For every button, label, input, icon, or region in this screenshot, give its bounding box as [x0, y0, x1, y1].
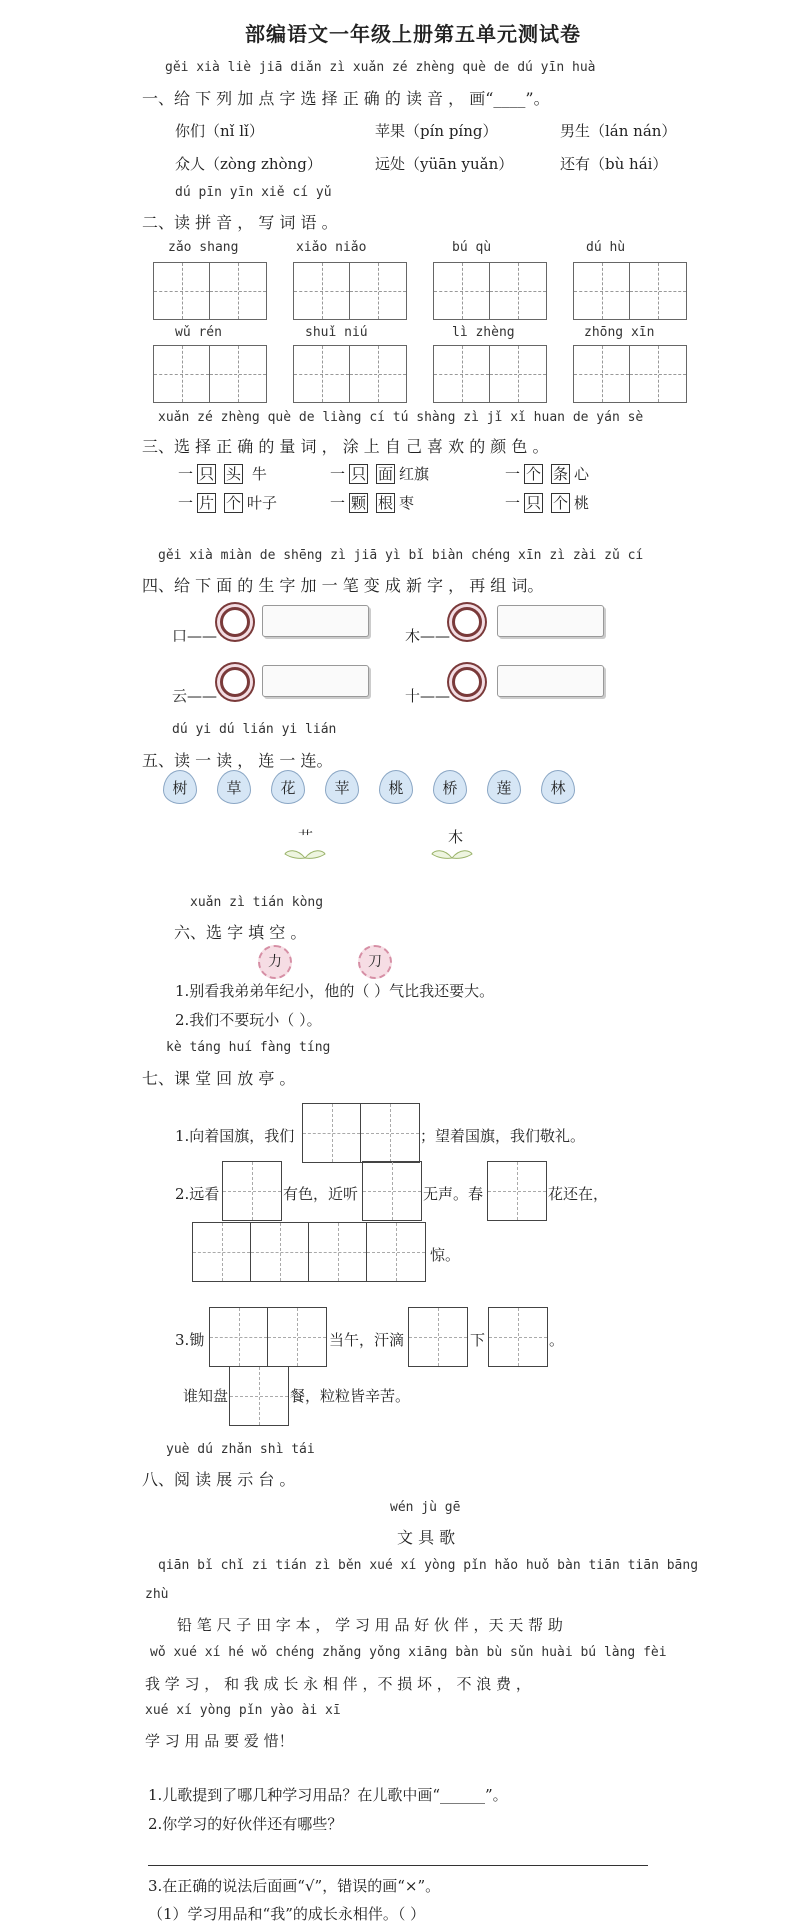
s7-line-text: 谁知盘: [183, 1387, 229, 1405]
measure-word-item: [178, 463, 267, 484]
poem-line: 学 习 用 品 要 爱 惜！: [145, 1732, 294, 1750]
s5-heading: 五、读 一 读 ， 连 一 连。: [142, 751, 333, 770]
s7-line-text: 。: [549, 1331, 565, 1349]
s1-item: 男生（lán nán）: [560, 122, 677, 140]
s1-item: 远处（yüān yuǎn）: [375, 155, 514, 173]
base-char: 十——: [405, 687, 451, 705]
writing-grid[interactable]: [209, 1307, 327, 1367]
option-box[interactable]: 条: [553, 465, 569, 483]
s6-question: 1.别看我弟弟年纪小，他的（ ）气比我还要大。: [175, 982, 495, 1000]
s8-question: 3.在正确的说法后面画“√”，错误的画“×”。: [148, 1877, 441, 1895]
text: 心: [574, 465, 590, 483]
s7-line-text: 无声。春: [423, 1185, 484, 1203]
s8-heading: 八、阅 读 展 示 台 。: [142, 1470, 296, 1489]
option-box[interactable]: 只: [351, 465, 367, 483]
text: 牛: [251, 465, 267, 483]
option-box[interactable]: 片: [199, 494, 215, 512]
s7-line-text: 3.锄: [175, 1331, 205, 1349]
option-box[interactable]: 颗: [351, 494, 367, 512]
char-drop[interactable]: 苹: [325, 770, 359, 804]
s8-pinyin: yuè dú zhǎn shì tái: [166, 1442, 315, 1457]
text: 一: [178, 465, 194, 483]
char-drop[interactable]: 桃: [379, 770, 413, 804]
poem-pinyin: wǒ xué xí hé wǒ chéng zhǎng yǒng xiāng bàn bù sǔn huài bú làng fèi: [150, 1645, 667, 1660]
option-box[interactable]: 只: [526, 494, 542, 512]
s8-question: 1.儿歌提到了哪几种学习用品？在儿歌中画“______”。: [148, 1786, 508, 1804]
char-drop[interactable]: 桥: [433, 770, 467, 804]
leaf-icon[interactable]: [283, 846, 327, 860]
word-pinyin: dú hù: [586, 240, 626, 255]
s1-heading: 一、给 下 列 加 点 字 选 择 正 确 的 读 音 ， 画“____”。: [142, 89, 550, 108]
writing-grid[interactable]: [488, 1307, 548, 1367]
writing-grid[interactable]: [487, 1161, 547, 1221]
measure-word-item: [505, 463, 589, 484]
s7-heading: 七、课 堂 回 放 亭 。: [142, 1069, 296, 1088]
writing-grid[interactable]: [573, 345, 687, 403]
option-badge[interactable]: 力: [258, 945, 292, 979]
poem-line: 铅 笔 尺 子 田 字 本 ， 学 习 用 品 好 伙 伴 ，天 天 帮 助: [177, 1616, 563, 1634]
scroll-answer-box[interactable]: [497, 605, 604, 637]
poem-pinyin: xué xí yòng pǐn yào ài xī: [145, 1703, 341, 1718]
text: 一: [330, 494, 346, 512]
base-char: 云——: [172, 687, 218, 705]
s7-line-text: 2.远看: [175, 1185, 220, 1203]
word-pinyin: zhōng xīn: [584, 325, 655, 340]
flower-answer-icon[interactable]: [220, 667, 250, 697]
measure-word-item: [330, 492, 414, 513]
poem-line: 我 学 习 ， 和 我 成 长 永 相 伴 ，不 损 坏 ， 不 浪 费 ，: [145, 1675, 531, 1693]
s8-question: 2.你学习的好伙伴还有哪些？: [148, 1815, 343, 1833]
s1-item: 你们（nǐ lǐ）: [175, 122, 264, 140]
text: 一: [505, 494, 521, 512]
s7-line-text: 当午，汗滴: [329, 1331, 405, 1349]
option-box[interactable]: 个: [526, 465, 542, 483]
flower-answer-icon[interactable]: [452, 667, 482, 697]
page-title: 部编语文一年级上册第五单元测试卷: [245, 22, 581, 46]
s4-heading: 四、给 下 面 的 生 字 加 一 笔 变 成 新 字 ， 再 组 词。: [142, 576, 544, 595]
option-box[interactable]: 只: [199, 465, 215, 483]
option-box[interactable]: 头: [226, 465, 242, 483]
answer-line[interactable]: [148, 1865, 648, 1866]
s1-item: 苹果（pín píng）: [375, 122, 498, 140]
writing-grid[interactable]: [192, 1222, 426, 1282]
poem-title-pinyin: wén jù gē: [390, 1500, 461, 1515]
base-char: 木——: [405, 627, 451, 645]
writing-grid[interactable]: [362, 1161, 422, 1221]
text: 叶子: [247, 494, 278, 512]
writing-grid[interactable]: [302, 1103, 420, 1163]
leaf-icon[interactable]: [430, 846, 474, 860]
writing-grid[interactable]: [222, 1161, 282, 1221]
writing-grid[interactable]: [408, 1307, 468, 1367]
s2-pinyin: dú pīn yīn xiě cí yǔ: [175, 185, 332, 200]
flower-answer-icon[interactable]: [452, 607, 482, 637]
flower-answer-icon[interactable]: [220, 607, 250, 637]
measure-word-item: [330, 463, 429, 484]
s6-pinyin: xuǎn zì tián kòng: [190, 895, 324, 910]
s7-line-text: 花还在，: [548, 1185, 609, 1203]
scroll-answer-box[interactable]: [262, 665, 369, 697]
measure-word-item: [505, 492, 589, 513]
option-box[interactable]: 个: [553, 494, 569, 512]
text: 一: [330, 465, 346, 483]
word-pinyin: wǔ rén: [175, 325, 222, 340]
word-pinyin: lì zhèng: [452, 325, 515, 340]
poem-pinyin: zhù: [145, 1587, 169, 1602]
text: 枣: [399, 494, 415, 512]
text: 红旗: [399, 465, 430, 483]
base-char: 口——: [172, 627, 218, 645]
option-box[interactable]: 根: [378, 494, 394, 512]
s1-item: 众人（zòng zhòng）: [175, 155, 322, 173]
s6-heading: 六、选 字 填 空 。: [174, 923, 307, 942]
s7-line-text: 餐，粒粒皆辛苦。: [290, 1387, 411, 1405]
char-drop[interactable]: 莲: [487, 770, 521, 804]
writing-grid[interactable]: [153, 345, 267, 403]
char-drop[interactable]: 林: [541, 770, 575, 804]
writing-grid[interactable]: [433, 345, 547, 403]
s7-line-text: ；望着国旗，我们敬礼。: [420, 1127, 586, 1145]
s6-question: 2.我们不要玩小（ ）。: [175, 1011, 322, 1029]
word-pinyin: xiǎo niǎo: [296, 240, 367, 255]
s1-item: 还有（bù hái）: [560, 155, 668, 173]
poem-pinyin: qiān bǐ chǐ zi tián zì běn xué xí yòng pǐn hǎo huǒ bàn tiān tiān bāng: [158, 1558, 699, 1573]
s7-line-text: 1.向着国旗，我们: [175, 1127, 295, 1145]
s8-question: （1）学习用品和“我”的成长永相伴。（ ）: [148, 1905, 426, 1923]
scroll-answer-box[interactable]: [262, 605, 369, 637]
s2-heading: 二、读 拼 音 ， 写 词 语 。: [142, 213, 338, 232]
s7-line-text: 下: [470, 1331, 486, 1349]
s3-pinyin: xuǎn zé zhèng què de liàng cí tú shàng zì jǐ xǐ huan de yán sè: [158, 410, 644, 425]
text: 桃: [574, 494, 590, 512]
writing-grid[interactable]: [293, 345, 407, 403]
word-pinyin: bú qù: [452, 240, 492, 255]
s7-line-text: 惊。: [430, 1246, 461, 1264]
s5-pinyin: dú yi dú lián yi lián: [172, 722, 337, 737]
writing-grid[interactable]: [153, 262, 267, 320]
writing-grid[interactable]: [433, 262, 547, 320]
scroll-answer-box[interactable]: [497, 665, 604, 697]
s7-pinyin: kè táng huí fàng tíng: [166, 1040, 331, 1055]
measure-word-item: [178, 492, 277, 513]
option-box[interactable]: 面: [378, 465, 394, 483]
poem-title: 文 具 歌: [397, 1528, 456, 1547]
word-pinyin: shuǐ niú: [305, 325, 368, 340]
char-drop[interactable]: 草: [217, 770, 251, 804]
word-pinyin: zǎo shang: [168, 240, 239, 255]
radical-label: 木: [448, 828, 464, 846]
writing-grid[interactable]: [229, 1366, 289, 1426]
text: 一: [505, 465, 521, 483]
s7-line-text: 有色，近听: [283, 1185, 359, 1203]
writing-grid[interactable]: [573, 262, 687, 320]
s1-pinyin: gěi xià liè jiā diǎn zì xuǎn zé zhèng què de dú yīn huà: [165, 60, 596, 75]
text: 一: [178, 494, 194, 512]
option-badge[interactable]: 刀: [358, 945, 392, 979]
s3-heading: 三、选 择 正 确 的 量 词 ， 涂 上 自 己 喜 欢 的 颜 色 。: [142, 437, 549, 456]
option-box[interactable]: 个: [226, 494, 242, 512]
writing-grid[interactable]: [293, 262, 407, 320]
s4-pinyin: gěi xià miàn de shēng zì jiā yì bǐ biàn chéng xīn zì zài zǔ cí: [158, 548, 644, 563]
char-drop[interactable]: 树: [163, 770, 197, 804]
radical-label: 艹: [298, 828, 314, 846]
char-drop[interactable]: 花: [271, 770, 305, 804]
